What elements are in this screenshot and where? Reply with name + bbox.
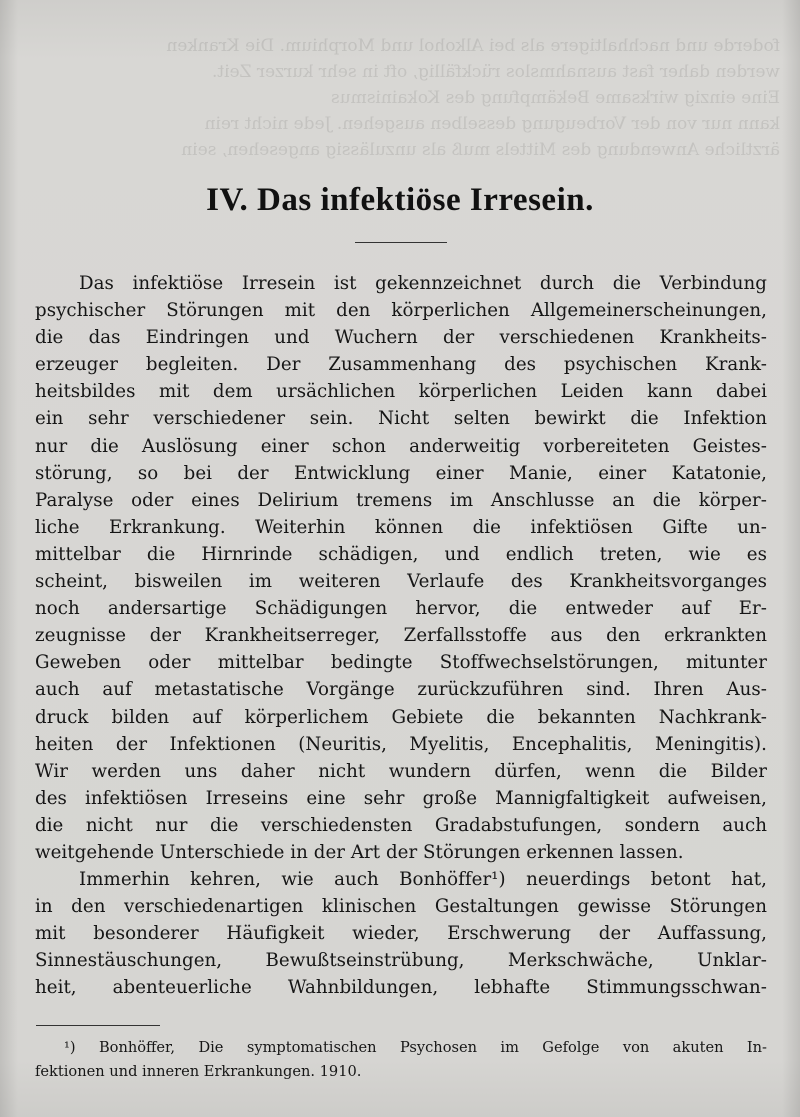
text-line: Sinnestäuschungen, Bewußtseinstrübung, Merkschwäche, Unklar- [35,950,767,972]
text-line: erzeuger begleiten. Der Zusammenhang des psychischen Krank- [35,354,767,376]
bleed-through-text: Eine einzig wirksame Bekämpfung des Kokainismus [330,88,780,108]
text-line: scheint, bisweilen im weiteren Verlaufe des Krankheitsvorganges [35,571,767,593]
text-line: Das infektiöse Irresein ist gekennzeichnet durch die Verbindung [79,273,767,294]
footnote-divider [36,1025,160,1026]
text-line: auch auf metastatische Vorgänge zurückzuführen sind. Ihren Aus- [35,679,767,701]
text-line: psychischer Störungen mit den körperlichen Allgemeinerscheinungen, [35,300,767,322]
text-line: noch andersartige Schädigungen hervor, die entweder auf Er- [35,598,767,620]
text-line: mittelbar die Hirnrinde schädigen, und endlich treten, wie es [35,543,767,565]
bleed-through-text: kann nur von der Vorbeugung desselben ausgehen. Jede nicht rein [204,114,780,134]
text-line: heiten der Infektionen (Neuritis, Myelitis, Encephalitis, Meningitis). [35,733,767,755]
text-line: heitsbildes mit dem ursächlichen körperlichen Leiden kann dabei [35,381,767,403]
chapter-title: IV. Das infektiöse Irresein. [206,182,594,218]
text-line: die das Eindringen und Wuchern der verschiedenen Krankheits- [35,327,767,349]
text-line: störung, so bei der Entwicklung einer Manie, einer Katatonie, [35,462,767,484]
footnote-line: fektionen und inneren Erkrankungen. 1910. [35,1063,362,1080]
text-line: ein sehr verschiedener sein. Nicht selten bewirkt die Infektion [35,408,767,430]
body-text [35,270,767,1002]
bleed-through-text: ärztliche Anwendung des Mittels muß als unzulässig angesehen, sein [181,140,780,160]
text-line: liche Erkrankung. Weiterhin können die infektiösen Gifte un- [35,516,767,538]
text-line: heit, abenteuerliche Wahnbildungen, lebhafte Stimmungsschwan- [35,977,767,999]
bleed-through-text: werden daher fast ausnahmslos rückfällig, oft in sehr kurzer Zeit. [211,62,780,82]
footnote-line: ¹) Bonhöffer, Die symptomatischen Psychosen im Gefolge von akuten In- [64,1039,767,1056]
text-line: in den verschiedenartigen klinischen Gestaltungen gewisse Störungen [35,896,767,918]
text-line: Immerhin kehren, wie auch Bonhöffer¹) neuerdings betont hat, [79,869,767,891]
text-line: weitgehende Unterschiede in der Art der Störungen erkennen lassen. [35,841,684,863]
text-line: druck bilden auf körperlichem Gebiete die bekannten Nachkrank- [35,706,767,728]
title-divider [355,242,447,243]
text-line: die nicht nur die verschiedensten Gradabstufungen, sondern auch [35,814,767,836]
text-line: des infektiösen Irreseins eine sehr große Mannigfaltigkeit aufweisen, [35,787,767,809]
text-line: Wir werden uns daher nicht wundern dürfen, wenn die Bilder [35,760,767,782]
bleed-through-text: foderde und nachhaltigere als bei Alkohol und Morphium. Die Kranken [166,36,780,56]
text-line: Paralyse oder eines Delirium tremens im Anschlusse an die körper- [35,489,767,511]
text-line: nur die Auslösung einer schon anderweitig vorbereiteten Geistes- [35,435,767,457]
text-line: zeugnisse der Krankheitserreger, Zerfallsstoffe aus den erkrankten [35,625,767,647]
text-line: mit besonderer Häufigkeit wieder, Erschwerung der Auffassung, [35,923,767,945]
text-line: Geweben oder mittelbar bedingte Stoffwechselstörungen, mitunter [35,652,767,674]
footnotes [35,1036,767,1084]
